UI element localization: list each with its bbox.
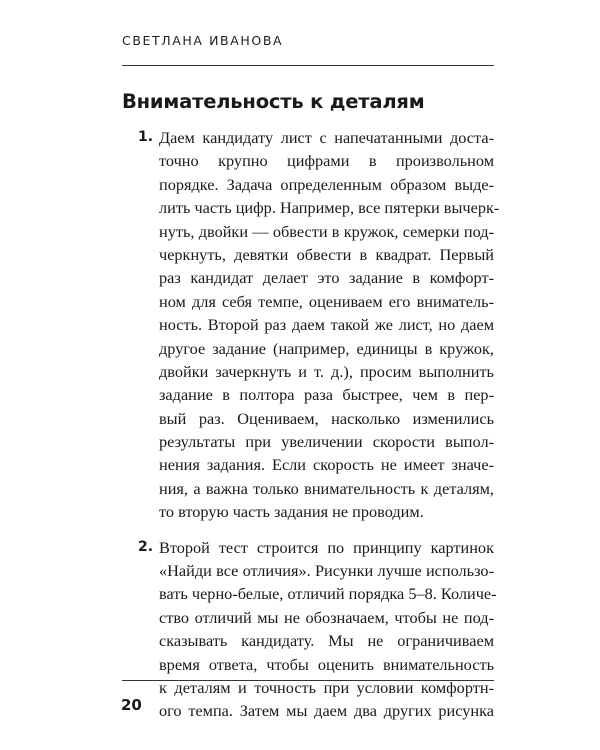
page-number: 20 [121, 696, 142, 714]
text-line: задание в полтора раза быстрее, чем в пер- [159, 385, 494, 405]
header-rule [122, 65, 494, 66]
list-item-number: 1. [138, 129, 154, 145]
text-line: ния, а важна только внимательность к деталям, [159, 478, 494, 498]
text-line: вый раз. Оцениваем, насколько изменились [159, 408, 494, 428]
text-line: порядке. Задача определенным образом выде- [159, 174, 494, 194]
list-item-1 [138, 126, 500, 524]
list-item-2 [138, 536, 497, 723]
section-title: Внимательность к деталям [122, 90, 425, 113]
footer-rule [122, 680, 494, 681]
text-line: «Найди все отличия». Рисунки лучше использо- [159, 561, 494, 581]
text-line: другое задание (например, единицы в кружок, [159, 338, 494, 358]
text-line: время ответа, чтобы оценить внимательность [159, 654, 494, 674]
text-line: ство отличий мы не обозначаем, чтобы не под- [159, 607, 494, 627]
text-line: ность. Второй раз даем такой же лист, но даем [159, 315, 494, 335]
text-line: ого темпа. Затем мы даем два других рисунка [159, 701, 494, 721]
text-line: черкнуть, девятки обвести в квадрат. Первый [159, 244, 494, 264]
text-line: нуть, двойки — обвести в кружок, семерки под- [159, 221, 494, 241]
text-line: точно крупно цифрами в произвольном [159, 151, 494, 171]
running-head: СВЕТЛАНА ИВАНОВА [122, 33, 284, 48]
text-line: к деталям и точность при условии комфортн- [159, 677, 494, 697]
text-line: раз кандидат делает это задание в комфорт- [159, 268, 494, 288]
text-line: ном для себя темпе, оцениваем его вниматель- [159, 291, 494, 311]
list-item-number: 2. [138, 538, 154, 555]
numbered-list [138, 126, 500, 723]
text-line: нения задания. Если скорость не имеет значе- [159, 455, 494, 475]
text-line: вать черно-белые, отличий порядка 5–8. Количе- [159, 584, 497, 604]
text-line: двойки зачеркнуть и т. д.), просим выполнить [159, 361, 494, 381]
text-line: результаты при увеличении скорости выпол- [159, 432, 494, 452]
text-line: Даем кандидату лист с напечатанными доста- [159, 128, 494, 147]
text-line: лить часть цифр. Например, все пятерки вычерк- [159, 198, 500, 218]
text-line: сказывать кандидату. Мы не ограничиваем [159, 631, 494, 651]
text-line: то вторую часть задания не проводим. [159, 502, 424, 522]
text-line: Второй тест строится по принципу картинок [159, 537, 494, 557]
